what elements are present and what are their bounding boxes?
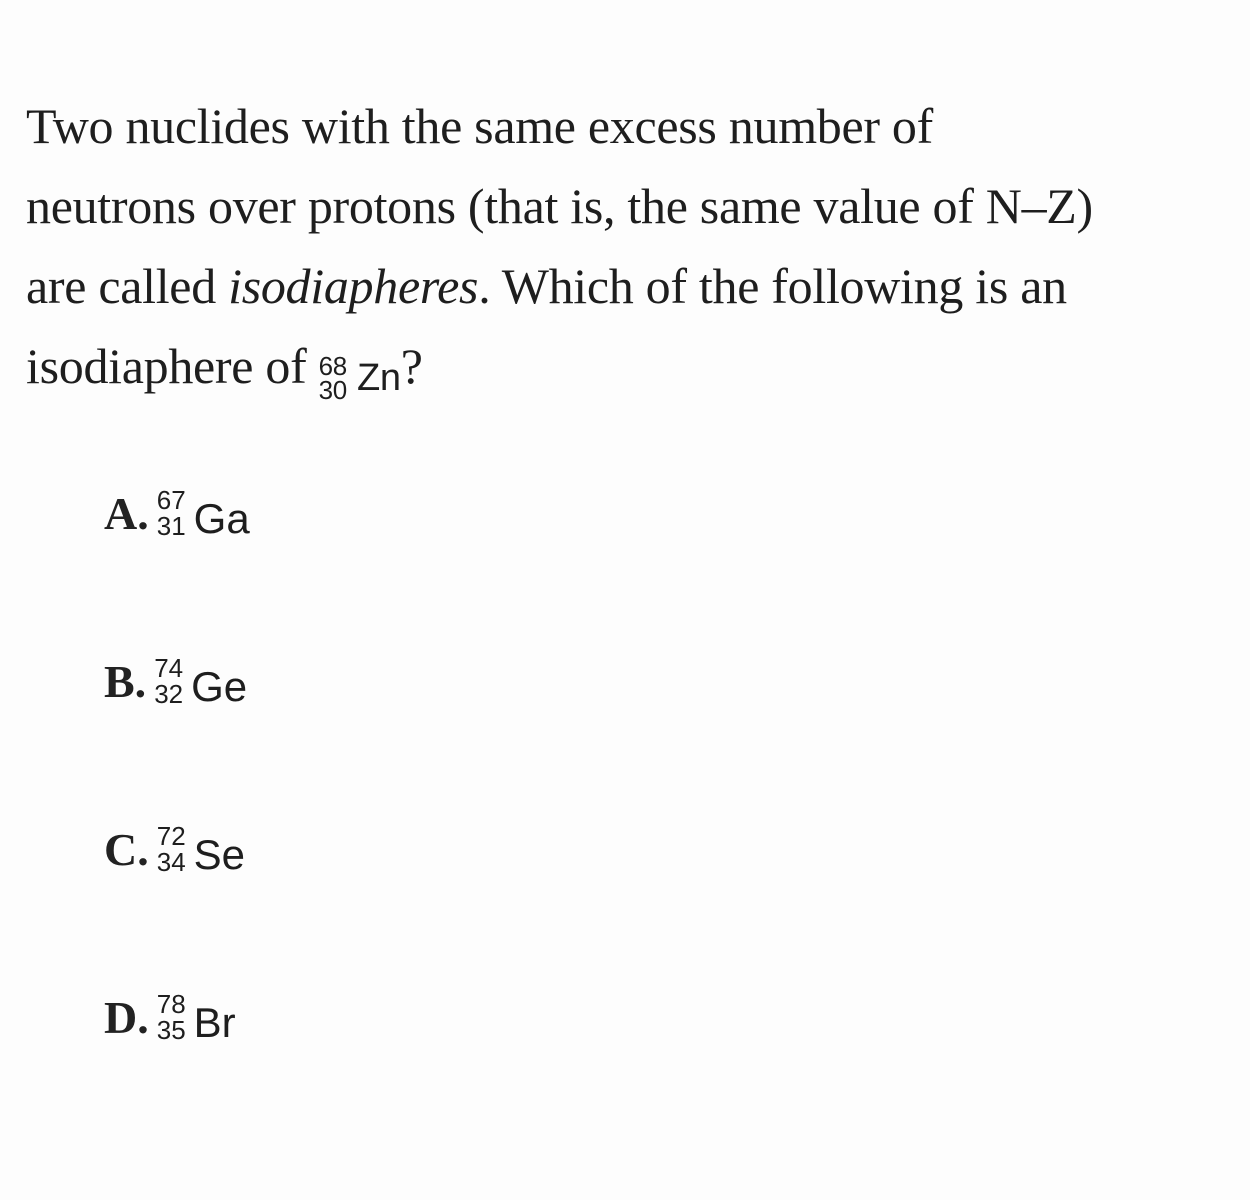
option-b-symbol: Ge <box>191 663 248 710</box>
option-b-letter: B. <box>104 655 147 707</box>
option-c-symbol: Se <box>193 831 246 878</box>
question-line-3-start: are called <box>26 258 229 314</box>
option-a-letter: A. <box>104 487 149 539</box>
option-c[interactable] <box>104 814 245 884</box>
option-a-atomic: 31 <box>156 511 186 541</box>
option-c-numbers <box>157 823 186 875</box>
question-nuclide <box>319 338 401 418</box>
question-mark: ? <box>400 338 423 394</box>
option-b-numbers <box>154 655 183 707</box>
option-d[interactable] <box>104 982 236 1052</box>
question-line-4 <box>26 326 1246 412</box>
question-nuclide-mass: 68 <box>318 350 347 381</box>
term-isodiapheres: isodiapheres <box>228 258 479 314</box>
option-c-atomic: 34 <box>156 847 186 877</box>
question-nuclide-atomic: 30 <box>318 374 347 405</box>
option-a-nuclide <box>156 485 250 542</box>
option-a-symbol: Ga <box>193 495 250 542</box>
option-a[interactable] <box>104 478 250 548</box>
question-text <box>26 86 1246 412</box>
option-c-nuclide <box>156 821 246 878</box>
option-d-numbers <box>157 991 186 1043</box>
option-b-nuclide <box>154 653 248 710</box>
option-d-symbol: Br <box>193 999 236 1046</box>
question-nuclide-symbol: Zn <box>356 356 401 399</box>
question-line-1: Two nuclides with the same excess number of <box>26 98 933 154</box>
option-a-numbers <box>157 487 186 539</box>
question-line-3 <box>26 246 1246 326</box>
question-nuclide-numbers <box>318 350 347 405</box>
option-b[interactable] <box>104 646 247 716</box>
option-d-letter: D. <box>104 991 149 1043</box>
option-b-mass: 74 <box>154 653 184 683</box>
question-line-4-start: isodiaphere of <box>26 338 319 394</box>
option-c-mass: 72 <box>156 821 186 851</box>
option-b-atomic: 32 <box>154 679 184 709</box>
question-line-2: neutrons over protons (that is, the same value of N–Z) <box>26 178 1093 234</box>
question-line-3-end: . Which of the following is an <box>478 258 1067 314</box>
option-d-mass: 78 <box>156 989 186 1019</box>
option-d-atomic: 35 <box>156 1015 186 1045</box>
option-c-letter: C. <box>104 823 149 875</box>
option-d-nuclide <box>156 989 236 1046</box>
option-a-mass: 67 <box>156 485 186 515</box>
